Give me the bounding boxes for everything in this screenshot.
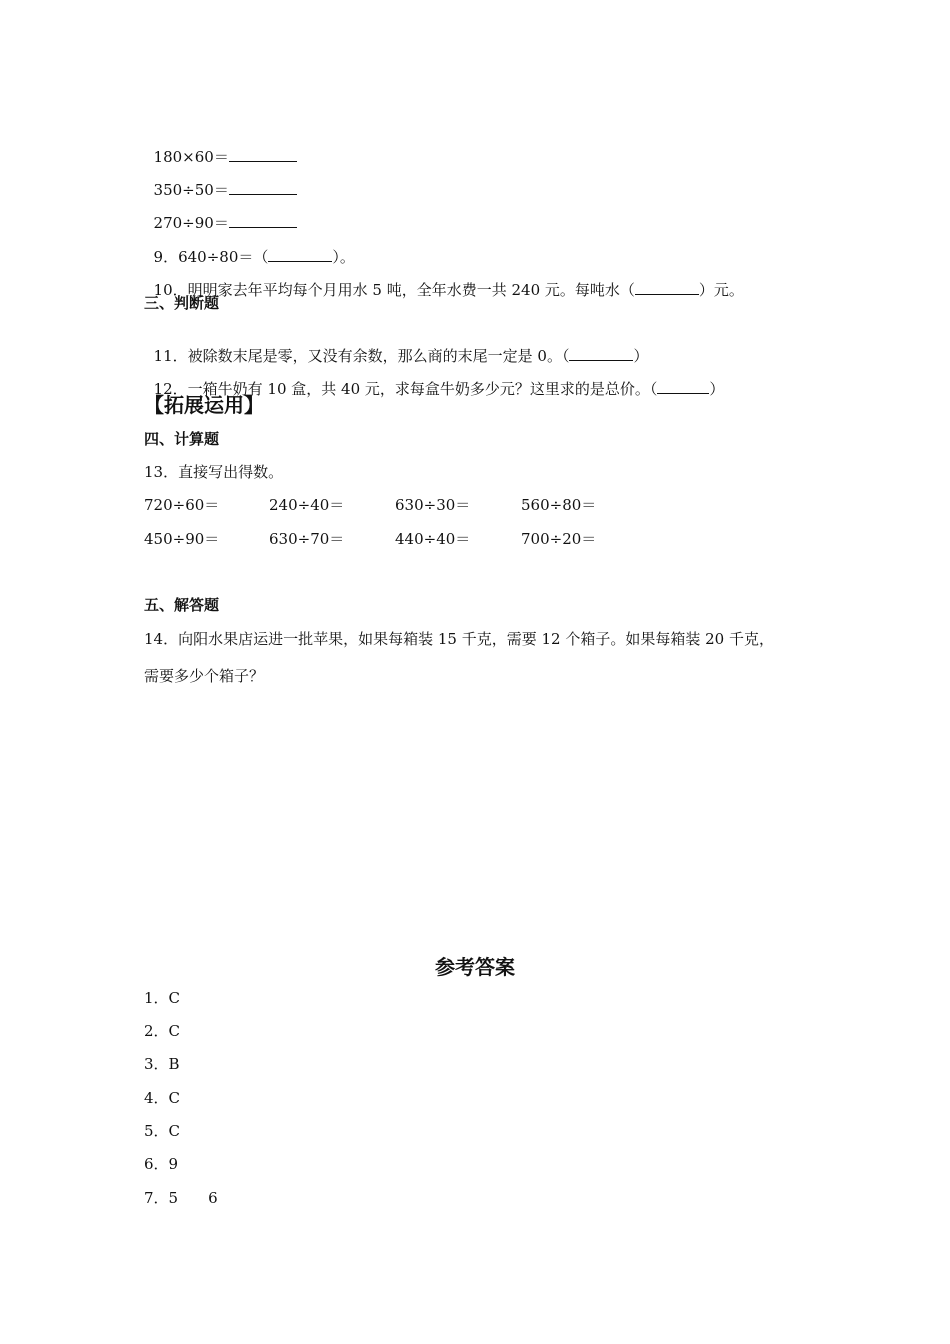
- answer-item: 6．9: [144, 1155, 179, 1173]
- answer-item: 3．B: [144, 1055, 180, 1073]
- question-text: ）。: [332, 248, 355, 266]
- question-10: [144, 260, 744, 300]
- answer-blank[interactable]: [229, 213, 297, 228]
- fill-item-expr: 180×60＝: [153, 148, 229, 166]
- question-text: 11．被除数末尾是零，又没有余数，那么商的末尾一定是 0。（: [153, 347, 570, 365]
- question-14-line-2: 需要多少个箱子？: [144, 667, 265, 685]
- question-14-line-1: 14．向阳水果店运进一批苹果，如果每箱装 15 千克，需要 12 个箱子。如果每箱装 20 千克，: [144, 630, 774, 648]
- answer-item: 5．C: [144, 1122, 181, 1140]
- question-13: 13．直接写出得数。: [144, 463, 284, 481]
- answer-blank[interactable]: [657, 379, 709, 394]
- calc-item: 630÷30＝: [395, 496, 471, 514]
- question-text: ）元。: [698, 281, 744, 299]
- calc-item: 450÷90＝: [144, 530, 220, 548]
- calc-item: 440÷40＝: [395, 530, 471, 548]
- answer-item: 4．C: [144, 1089, 181, 1107]
- calc-item: 560÷80＝: [521, 496, 597, 514]
- calc-item: 720÷60＝: [144, 496, 220, 514]
- answer-item: 2．C: [144, 1022, 181, 1040]
- question-text: 10．明明家去年平均每个月用水 5 吨，全年水费一共 240 元。每吨水（: [153, 281, 635, 299]
- section-heading-answer: 五、解答题: [144, 596, 220, 614]
- calc-item: 700÷20＝: [521, 530, 597, 548]
- answer-item: 7．5 6: [144, 1189, 218, 1207]
- calc-item: 240÷40＝: [269, 496, 345, 514]
- answer-blank[interactable]: [635, 280, 699, 295]
- section-heading-judgement: 三、判断题: [144, 294, 220, 312]
- answers-title: 参考答案: [435, 955, 515, 979]
- extension-title: 【拓展运用】: [144, 393, 264, 417]
- question-text: 9．640÷80＝（: [153, 248, 269, 266]
- fill-item-expr: 350÷50＝: [153, 181, 229, 199]
- fill-item-expr: 270÷90＝: [153, 214, 229, 232]
- answer-item: 1．C: [144, 989, 181, 1007]
- question-text: ）: [633, 347, 649, 365]
- section-heading-calculation: 四、计算题: [144, 430, 220, 448]
- question-text: ）: [709, 380, 725, 398]
- calc-item: 630÷70＝: [269, 530, 345, 548]
- question-text: 12．一箱牛奶有 10 盒，共 40 元，求每盒牛奶多少元？这里求的是总价。（: [153, 380, 658, 398]
